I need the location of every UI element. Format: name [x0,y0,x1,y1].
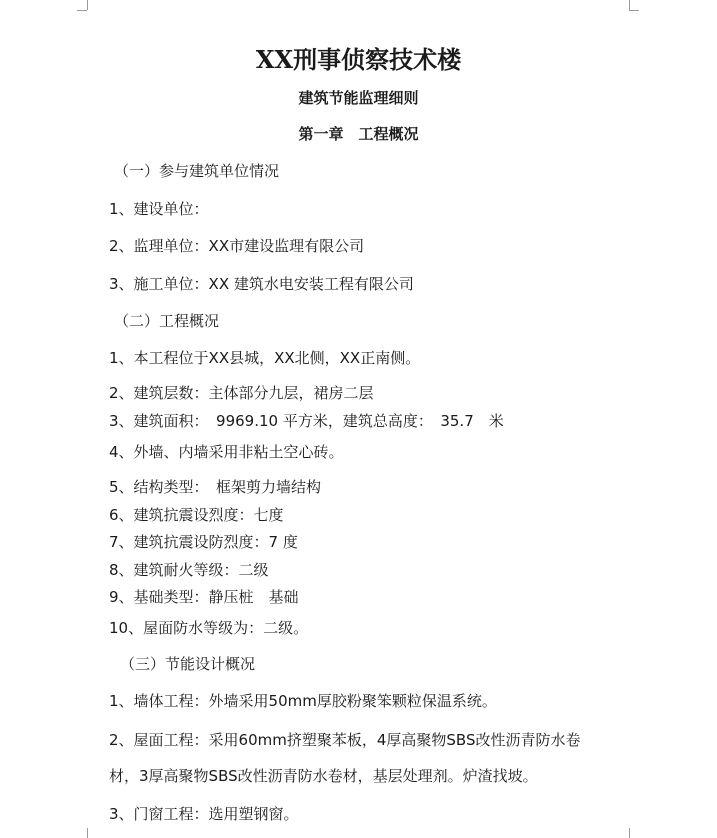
crop-mark-top-right-v [629,0,630,10]
crop-mark-top-right-h [629,10,639,11]
list-item: 2、屋面工程：采用60mm挤塑聚苯板，4厚高聚物SBS改性沥青防水卷 [109,731,581,749]
list-item: 6、建筑抗震设烈度：七度 [109,506,284,524]
list-item: 5、结构类型： 框架剪力墙结构 [109,478,322,496]
section-heading-2: （二）工程概况 [114,312,220,330]
section-heading-3: （三）节能设计概况 [120,655,256,673]
document-subtitle: 建筑节能监理细则 [298,89,419,107]
chapter-heading: 第一章 工程概况 [298,125,419,143]
list-item-continuation: 材，3厚高聚物SBS改性沥青防水卷材，基层处理剂。炉渣找坡。 [109,767,538,785]
section-heading-1: （一）参与建筑单位情况 [114,162,280,180]
list-item: 1、建设单位： [109,200,209,218]
list-item: 9、基础类型：静压桩 基础 [109,588,299,606]
list-item: 4、外墙、内墙采用非粘土空心砖。 [109,443,344,461]
list-item: 3、门窗工程：选用塑钢窗。 [109,805,299,823]
crop-mark-top-left-v [87,0,88,10]
list-item: 1、墙体工程：外墙采用50mm厚胶粉聚笨颗粒保温系统。 [109,692,497,710]
list-item: 1、本工程位于XX县城，XX北侧，XX正南侧。 [109,349,421,367]
list-item: 8、建筑耐火等级：二级 [109,561,269,579]
list-item: 2、监理单位：XX市建设监理有限公司 [109,237,365,255]
list-item: 2、建筑层数：主体部分九层，裙房二层 [109,384,374,402]
crop-mark-bottom-right-v [629,828,630,838]
list-item: 3、建筑面积： 9969.10 平方米，建筑总高度： 35.7 米 [109,412,504,430]
list-item: 3、施工单位：XX 建筑水电安装工程有限公司 [109,275,414,293]
crop-mark-bottom-left-v [87,828,88,838]
document-title: XX刑事侦察技术楼 [255,45,462,74]
list-item: 7、建筑抗震设防烈度：7 度 [109,533,298,551]
list-item: 10、屋面防水等级为：二级。 [109,619,309,637]
crop-mark-top-left-h [77,10,87,11]
